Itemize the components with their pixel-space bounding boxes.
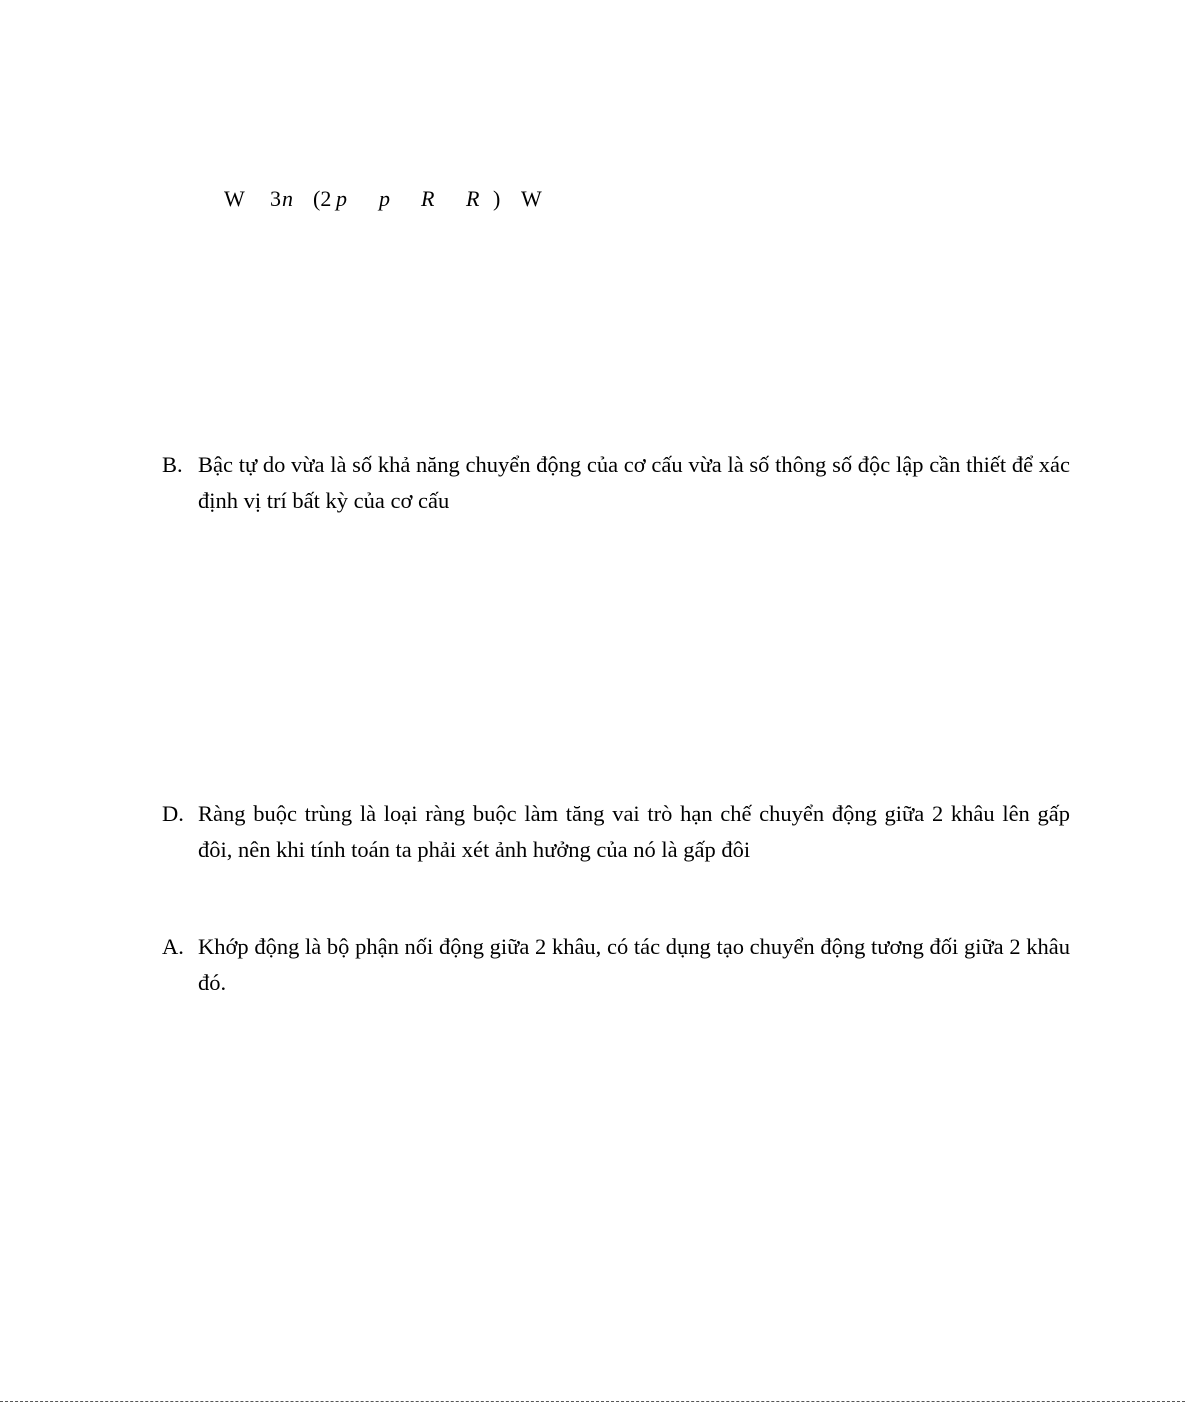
formula-term: p <box>336 186 347 211</box>
answer-item-a <box>162 929 1070 1001</box>
item-text: Ràng buộc trùng là loại ràng buộc làm tăng vai trò hạn chế chuyển động giữa 2 khâu lên gấp đôi, nên khi tính toán ta phải xét ảnh hưởng của nó là gấp đôi <box>198 801 1070 862</box>
item-marker: A. <box>162 934 184 959</box>
formula-term: W <box>521 186 542 211</box>
formula-term: n <box>282 186 293 211</box>
formula-term: 3 <box>270 186 281 211</box>
answer-item-b <box>162 447 1070 519</box>
formula-term: ) <box>493 186 501 211</box>
item-marker: D. <box>162 801 184 826</box>
formula-term: (2 <box>313 186 332 211</box>
item-text: Khớp động là bộ phận nối động giữa 2 khâu, có tác dụng tạo chuyển động tương đối giữa 2 khâu đó. <box>198 934 1070 995</box>
formula-term: p <box>379 186 390 211</box>
item-marker: B. <box>162 452 183 477</box>
formula-term: R <box>466 186 480 211</box>
page-bottom-rule <box>0 1401 1185 1402</box>
answer-item-d <box>162 796 1070 868</box>
item-text: Bậc tự do vừa là số khả năng chuyển động của cơ cấu vừa là số thông số độc lập cần thiết để xác định vị trí bất kỳ của cơ cấu <box>198 452 1070 513</box>
formula-term: W <box>224 186 245 211</box>
formula-term: R <box>421 186 435 211</box>
